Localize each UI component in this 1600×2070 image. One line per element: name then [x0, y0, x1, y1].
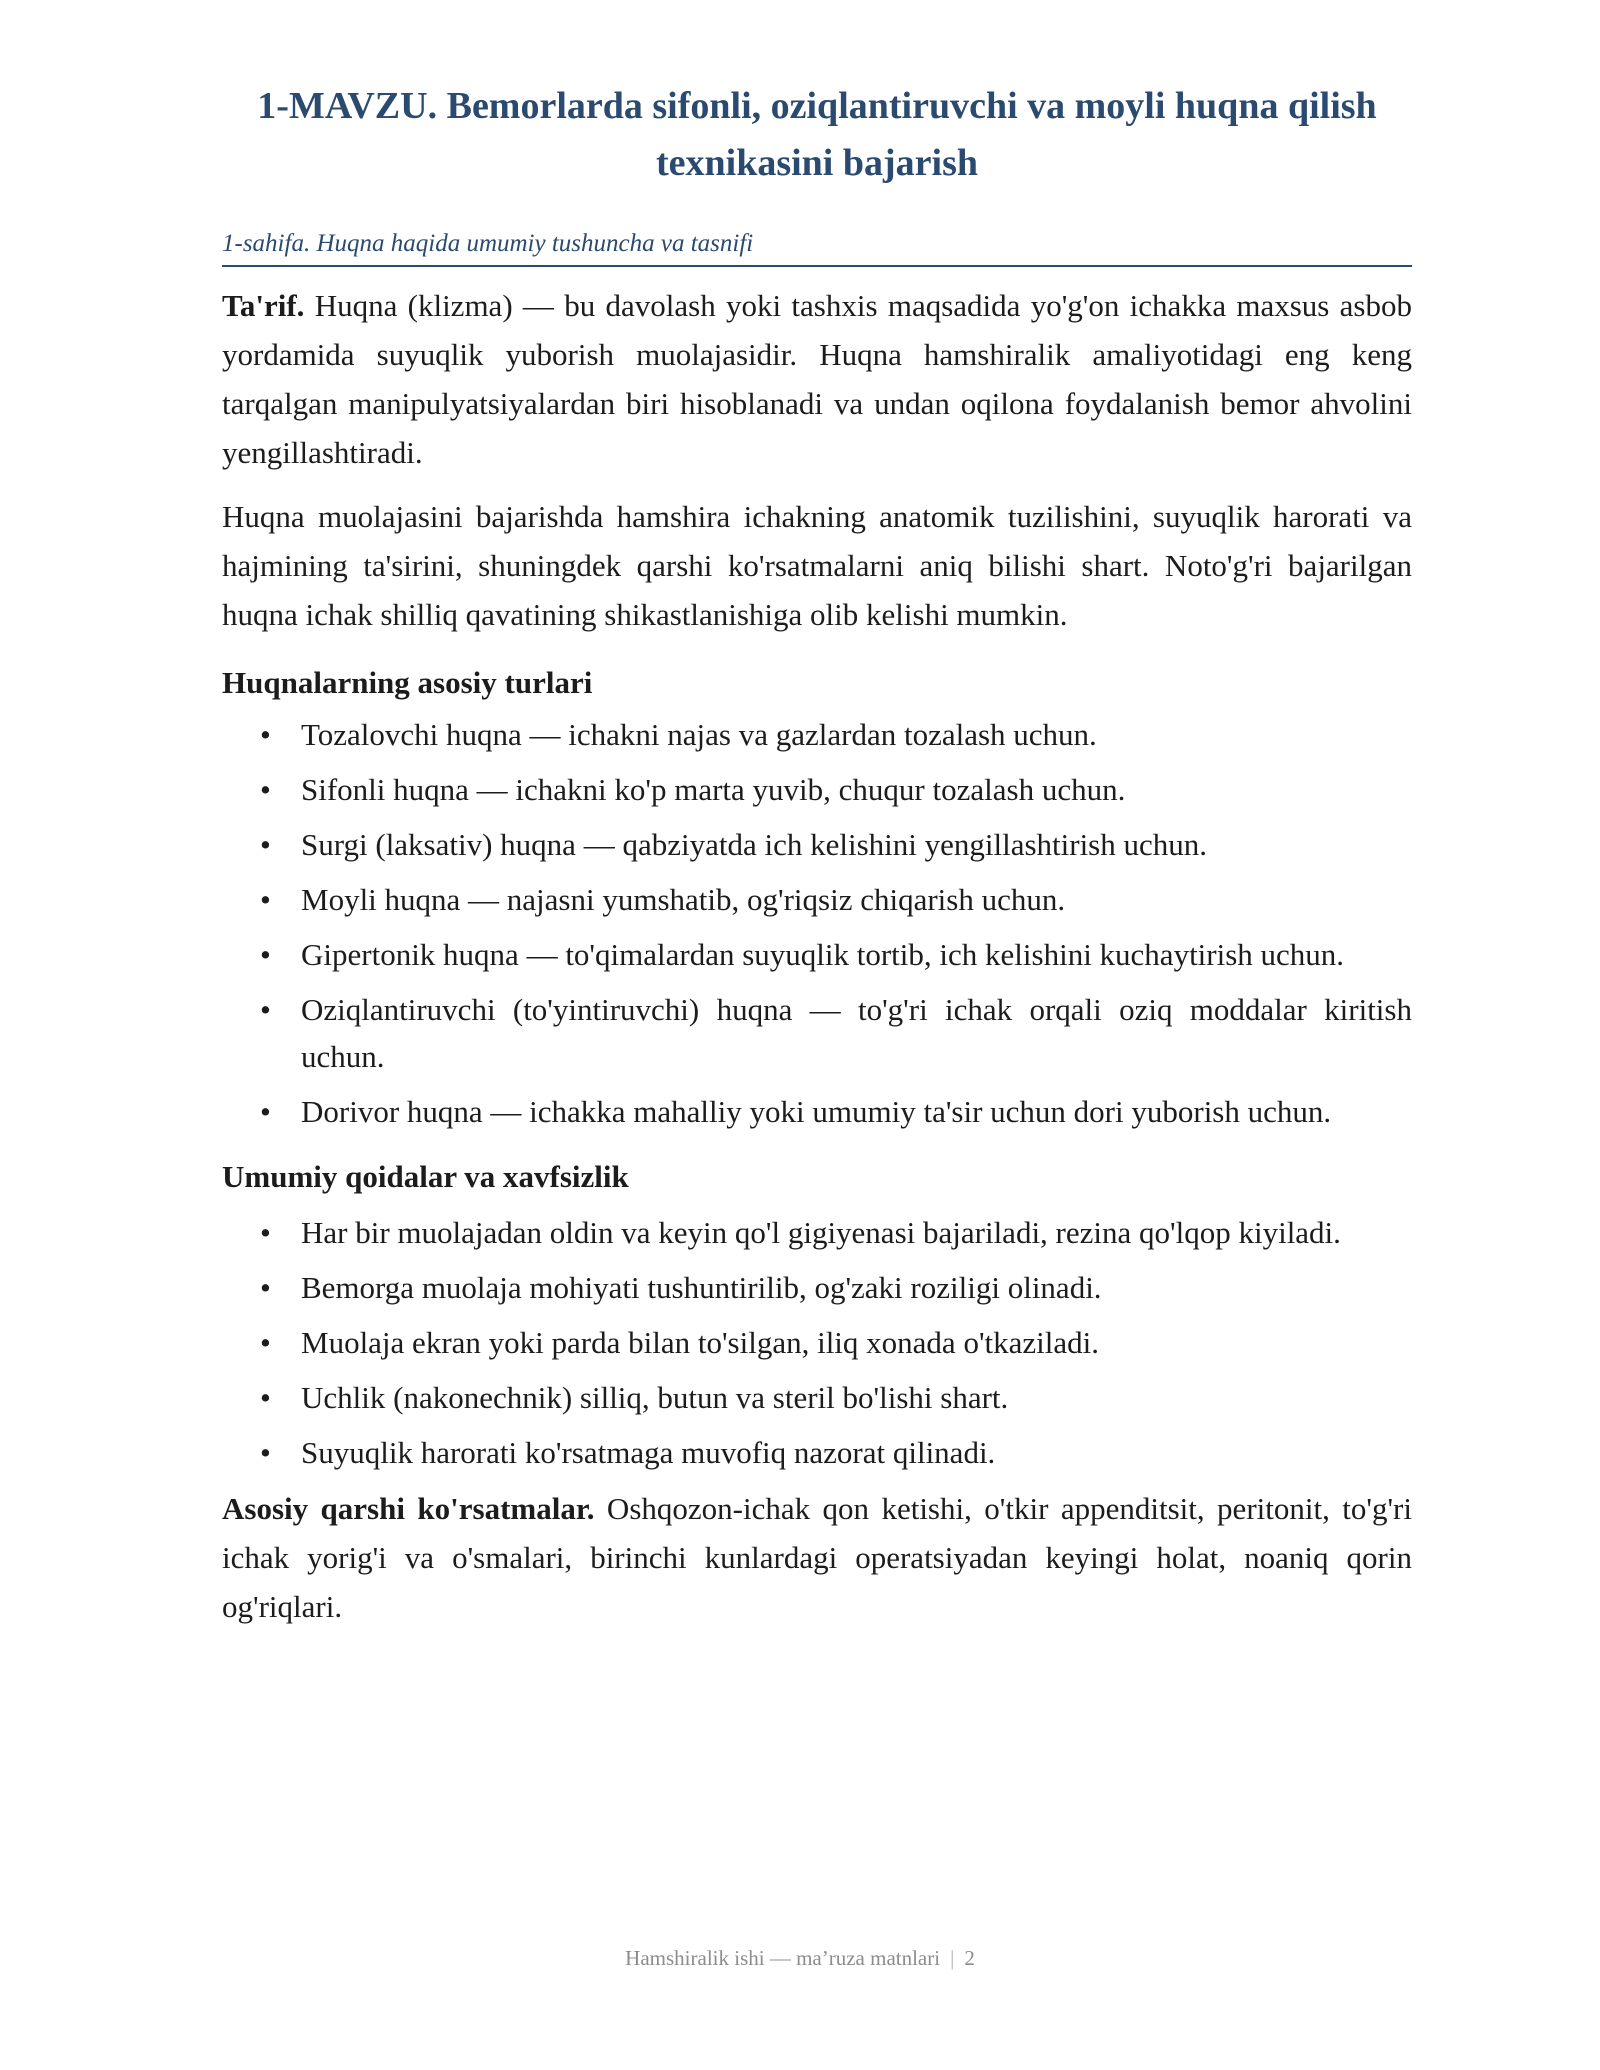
list-item-text: Har bir muolajadan oldin va keyin qo'l gigiyenasi bajariladi, rezina qo'lqop kiyiladi.	[301, 1215, 1341, 1250]
contraindications-paragraph	[222, 1484, 1412, 1631]
intro-paragraph-2: Huqna muolajasini bajarishda hamshira ichakning anatomik tuzilishini, suyuqlik harorati va hajmining ta'sirini, shuningdek qarshi ko'rsatmalarni aniq bilishi shart. Noto'g'ri bajarilgan huqna ichak shilliq qavatining shikastlanishiga olib kelishi mumkin.	[222, 499, 1412, 632]
footer-text: Hamshiralik ishi — ma’ruza matnlari	[625, 1946, 941, 1970]
list-item-text: Muolaja ekran yoki parda bilan to'silgan, iliq xonada o'tkaziladi.	[301, 1325, 1100, 1360]
list-item-text: Sifonli huqna — ichakni ko'p marta yuvib, chuqur tozalash uchun.	[301, 772, 1126, 807]
list-item	[222, 711, 1412, 758]
list-item	[222, 876, 1412, 923]
list-item	[222, 766, 1412, 813]
contraindications-lead: Asosiy qarshi ko'rsatmalar.	[222, 1491, 595, 1526]
bullet-icon: •	[260, 1270, 271, 1305]
definition-lead: Ta'rif.	[222, 288, 305, 323]
list-item	[222, 986, 1412, 1080]
page-subtitle: 1-sahifa. Huqna haqida umumiy tushuncha va tasnifi	[222, 230, 1412, 267]
list-item-text: Gipertonik huqna — to'qimalardan suyuqlik tortib, ich kelishini kuchaytirish uchun.	[301, 937, 1345, 972]
definition-paragraph	[222, 281, 1412, 477]
list-item	[222, 931, 1412, 978]
rules-list	[222, 1209, 1412, 1476]
definition-text: Huqna (klizma) — bu davolash yoki tashxis maqsadida yo'g'on ichakka maxsus asbob yordamida suyuqlik yuborish muolajasidir. Huqna hamshiralik amaliyotidagi eng keng tarqalgan manipulyatsiyalardan biri hisoblanadi va undan oqilona foydalanish bemor ahvolini yengillashtiradi.	[222, 288, 1412, 470]
list-item	[222, 1088, 1412, 1135]
list-item	[222, 1374, 1412, 1421]
footer-separator: |	[950, 1946, 955, 1970]
bullet-icon: •	[260, 1435, 271, 1470]
rules-heading: Umumiy qoidalar va xavfsizlik	[222, 1159, 629, 1194]
list-item-text: Surgi (laksativ) huqna — qabziyatda ich kelishini yengillashtirish uchun.	[301, 827, 1208, 862]
list-item-text: Uchlik (nakonechnik) silliq, butun va steril bo'lishi shart.	[301, 1380, 1009, 1415]
page-number: 2	[964, 1946, 975, 1970]
bullet-icon: •	[260, 992, 271, 1027]
bullet-icon: •	[260, 937, 271, 972]
bullet-icon: •	[260, 882, 271, 917]
types-list	[222, 711, 1412, 1135]
list-item	[222, 1264, 1412, 1311]
list-item-text: Suyuqlik harorati ko'rsatmaga muvofiq nazorat qilinadi.	[301, 1435, 996, 1470]
bullet-icon: •	[260, 1215, 271, 1250]
list-item-text: Tozalovchi huqna — ichakni najas va gazlardan tozalash uchun.	[301, 717, 1097, 752]
list-item	[222, 1209, 1412, 1256]
bullet-icon: •	[260, 827, 271, 862]
list-item	[222, 1429, 1412, 1476]
document-page	[222, 78, 1412, 1631]
bullet-icon: •	[260, 717, 271, 752]
list-item	[222, 821, 1412, 868]
list-item-text: Oziqlantiruvchi (to'yintiruvchi) huqna — to'g'ri ichak orqali oziq moddalar kiritish uchun.	[301, 992, 1412, 1074]
bullet-icon: •	[260, 1380, 271, 1415]
list-item-text: Moyli huqna — najasni yumshatib, og'riqsiz chiqarish uchun.	[301, 882, 1066, 917]
page-footer	[0, 1946, 1600, 1971]
list-item	[222, 1319, 1412, 1366]
contraindications-text: Oshqozon-ichak qon ketishi, o'tkir appenditsit, peritonit, to'g'ri ichak yorig'i va o'smalari, birinchi kunlardagi operatsiyadan keyingi holat, noaniq qorin og'riqlari.	[222, 1491, 1412, 1624]
bullet-icon: •	[260, 1325, 271, 1360]
document-title: 1-MAVZU. Bemorlarda sifonli, oziqlantiruvchi va moyli huqna qilish texnikasini bajarish	[257, 85, 1377, 184]
bullet-icon: •	[260, 772, 271, 807]
bullet-icon: •	[260, 1094, 271, 1129]
list-item-text: Bemorga muolaja mohiyati tushuntirilib, og'zaki roziligi olinadi.	[301, 1270, 1102, 1305]
list-item-text: Dorivor huqna — ichakka mahalliy yoki umumiy ta'sir uchun dori yuborish uchun.	[301, 1094, 1332, 1129]
types-heading: Huqnalarning asosiy turlari	[222, 665, 593, 700]
